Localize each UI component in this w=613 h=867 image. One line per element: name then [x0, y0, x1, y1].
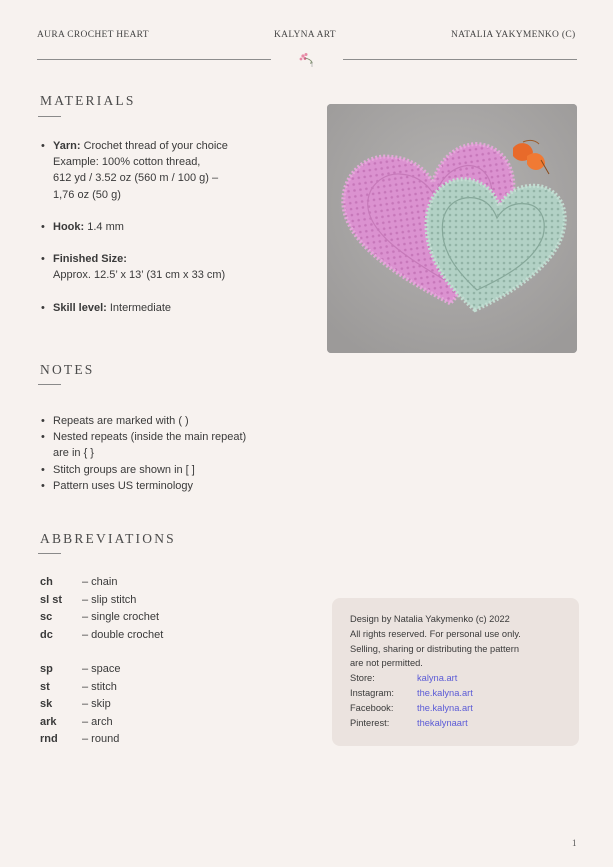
skill-text: Intermediate: [109, 302, 172, 315]
header-title-left: AURA CROCHET HEART: [37, 30, 149, 40]
rights-line: All rights reserved. For personal use only.: [350, 628, 521, 639]
hook-text: 1.4 mm: [87, 220, 124, 233]
hook-label: Hook:: [53, 220, 85, 233]
abbreviation-row: ch – chain: [40, 576, 118, 588]
note-item-continuation: are in { }: [53, 447, 94, 460]
abbreviation-row: st – stitch: [40, 680, 117, 693]
notes-title: NOTES: [40, 362, 95, 377]
abbreviation-row: dc – double crochet: [40, 628, 164, 641]
yarn-line: 612 yd / 3.52 oz (560 m / 100 g) –: [53, 172, 219, 185]
materials-title: MATERIALS: [40, 93, 136, 108]
instagram-link[interactable]: the.kalyna.art: [417, 687, 473, 698]
yarn-item: [40, 138, 310, 203]
abbreviation-row: sk – skip: [40, 698, 111, 710]
header-rule-right: [343, 59, 577, 60]
notes-list: [40, 413, 320, 494]
abbreviation-row: sc – single crochet: [40, 611, 160, 623]
copyright-line: Design by Natalia Yakymenko (c) 2022: [350, 614, 510, 624]
restriction-line: are not permitted.: [350, 658, 423, 669]
note-item: • Repeats are marked with ( ): [40, 413, 320, 429]
facebook-link[interactable]: the.kalyna.art: [417, 702, 473, 713]
product-photo: [327, 104, 577, 353]
berry-logo-icon: [297, 51, 317, 67]
abbreviation-row: ark – arch: [40, 715, 113, 728]
pinterest-link[interactable]: thekalynaart: [417, 717, 468, 728]
abbreviation-row: sl st – slip stitch: [40, 593, 137, 606]
note-item: • Pattern uses US terminology: [40, 478, 320, 494]
yarn-text: Crochet thread of your choice: [83, 140, 228, 152]
hook-item: [40, 219, 310, 235]
materials-list: [40, 138, 310, 317]
yarn-line: 1,76 oz (50 g): [53, 188, 121, 201]
facebook-row: [350, 701, 521, 716]
skill-label: Skill level:: [53, 302, 107, 315]
instagram-label: Instagram:: [350, 687, 394, 698]
restriction-line: Selling, sharing or distributing the pattern: [350, 643, 519, 654]
header-brand: KALYNA ART: [274, 30, 336, 40]
copyright-info-box: [332, 598, 579, 746]
note-item: • Stitch groups are shown in [ ]: [40, 462, 320, 478]
abbreviation-row: sp – space: [40, 663, 121, 675]
store-link[interactable]: kalyna.art: [417, 673, 458, 684]
note-item: • Nested repeats (inside the main repeat) are in { }: [40, 429, 320, 461]
size-label: Finished Size:: [53, 253, 127, 266]
notes-title-rule: [38, 384, 61, 385]
header-author: NATALIA YAKYMENKO (C): [451, 30, 576, 40]
pinterest-label: Pinterest:: [350, 717, 390, 728]
pinterest-row: [350, 716, 521, 731]
abbreviations-title-rule: [38, 553, 61, 554]
abbreviations-title: ABBREVIATIONS: [40, 531, 176, 546]
size-text: Approx. 12.5’ x 13’ (31 cm x 33 cm): [53, 269, 226, 282]
store-label: Store:: [350, 673, 375, 684]
abbreviations-list: [40, 574, 163, 749]
crochet-hearts-image: [327, 104, 577, 353]
yarn-line: Example: 100% cotton thread,: [53, 156, 201, 169]
skill-item: [40, 300, 310, 316]
page-number: 1: [572, 838, 577, 848]
header-rule-left: [37, 59, 271, 60]
store-row: [350, 671, 521, 686]
size-item: [40, 251, 310, 283]
materials-title-rule: [38, 116, 61, 117]
yarn-label: Yarn:: [53, 140, 81, 152]
instagram-row: [350, 686, 521, 701]
facebook-label: Facebook:: [350, 702, 394, 713]
abbreviation-row: rnd – round: [40, 733, 120, 745]
